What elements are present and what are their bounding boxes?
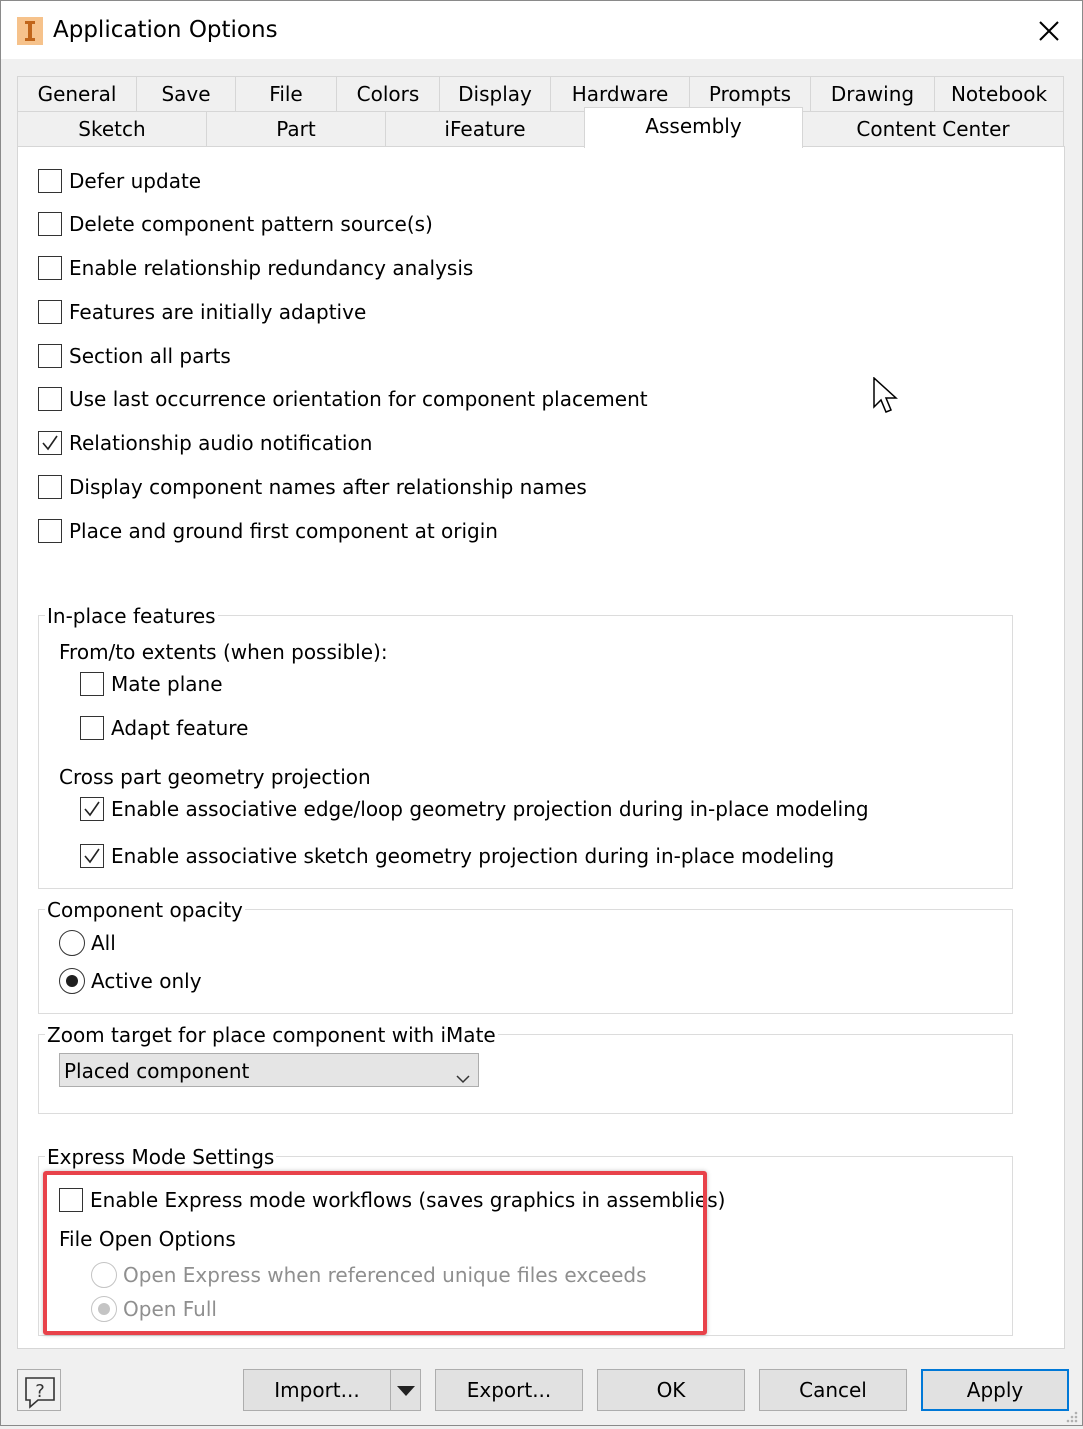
help-button[interactable] (17, 1369, 61, 1411)
option-label: Section all parts (69, 344, 231, 368)
help-icon (18, 1370, 62, 1412)
radio-button-selected[interactable] (59, 968, 85, 994)
checkbox-checked[interactable] (38, 431, 62, 455)
checkbox[interactable] (80, 672, 104, 696)
apply-button[interactable]: Apply (921, 1369, 1069, 1411)
option-adapt-feature[interactable] (80, 714, 248, 742)
radio-button[interactable] (91, 1262, 117, 1288)
svg-text:?: ? (35, 1381, 45, 1402)
extents-label: From/to extents (when possible): (59, 640, 388, 664)
tab-sketch[interactable]: Sketch (17, 111, 207, 147)
radio-button-selected[interactable] (91, 1296, 117, 1322)
checkbox[interactable] (38, 256, 62, 280)
tab-hardware[interactable]: Hardware (550, 76, 690, 112)
checkbox-checked[interactable] (80, 844, 104, 868)
file-open-options-label: File Open Options (59, 1227, 236, 1251)
option-label: Enable Express mode workflows (saves graphics in assemblies) (90, 1188, 726, 1212)
option-label: Enable associative sketch geometry projection during in-place modeling (111, 844, 835, 868)
component-opacity-title: Component opacity (47, 898, 243, 922)
cross-part-label: Cross part geometry projection (59, 765, 371, 789)
option-last-occurrence-orientation[interactable] (38, 385, 648, 413)
tab-prompts[interactable]: Prompts (689, 76, 811, 112)
radio-all[interactable] (59, 929, 116, 957)
option-defer-update[interactable] (38, 167, 201, 195)
checkbox[interactable] (59, 1188, 83, 1212)
checkbox[interactable] (38, 475, 62, 499)
tab-content-center[interactable]: Content Center (802, 111, 1064, 147)
radio-label: Open Express when referenced unique files exceeds (123, 1263, 647, 1287)
checkmark-icon (83, 847, 101, 865)
option-label: Display component names after relationship names (69, 475, 587, 499)
cancel-button[interactable]: Cancel (759, 1369, 907, 1411)
radio-label: Open Full (123, 1297, 217, 1321)
radio-button[interactable] (59, 930, 85, 956)
chevron-down-icon (456, 1065, 470, 1089)
option-place-ground-origin[interactable] (38, 517, 498, 545)
option-mate-plane[interactable] (80, 670, 223, 698)
radio-active-only[interactable] (59, 967, 202, 995)
zoom-target-title: Zoom target for place component with iMate (47, 1023, 496, 1047)
tab-general[interactable]: General (17, 76, 137, 112)
option-relationship-audio[interactable] (38, 429, 372, 457)
checkbox[interactable] (38, 387, 62, 411)
option-label: Enable relationship redundancy analysis (69, 256, 474, 280)
tab-part[interactable]: Part (206, 111, 386, 147)
option-enable-express[interactable] (59, 1186, 725, 1214)
component-opacity-group (38, 909, 1013, 1014)
option-label: Defer update (69, 169, 202, 193)
option-redundancy-analysis[interactable] (38, 254, 473, 282)
checkbox[interactable] (80, 716, 104, 740)
import-button[interactable]: Import... (243, 1369, 391, 1411)
checkmark-icon (41, 434, 59, 452)
radio-label: All (91, 931, 116, 955)
inventor-app-icon (17, 17, 43, 45)
option-edge-loop-projection[interactable] (80, 795, 869, 823)
checkbox[interactable] (38, 169, 62, 193)
option-label: Features are initially adaptive (69, 300, 367, 324)
tab-notebook[interactable]: Notebook (934, 76, 1064, 112)
dropdown-arrow-icon (396, 1384, 416, 1398)
checkbox[interactable] (38, 519, 62, 543)
close-icon[interactable] (1031, 13, 1067, 49)
tab-colors[interactable]: Colors (336, 76, 440, 112)
radio-label: Active only (91, 969, 202, 993)
import-dropdown-button[interactable] (390, 1369, 421, 1411)
zoom-target-dropdown[interactable] (59, 1053, 479, 1087)
tab-ifeature[interactable]: iFeature (385, 111, 585, 147)
radio-open-express[interactable] (91, 1261, 647, 1289)
option-features-adaptive[interactable] (38, 298, 366, 326)
option-sketch-geometry-projection[interactable] (80, 842, 834, 870)
ok-button[interactable]: OK (597, 1369, 745, 1411)
radio-open-full[interactable] (91, 1295, 217, 1323)
tab-save[interactable]: Save (136, 76, 236, 112)
title-bar (1, 1, 1082, 59)
tab-file[interactable]: File (235, 76, 337, 112)
mouse-cursor-icon (873, 377, 899, 420)
export-button[interactable]: Export... (435, 1369, 583, 1411)
option-label: Use last occurrence orientation for component placement (69, 387, 648, 411)
tab-assembly[interactable]: Assembly (584, 107, 803, 148)
checkbox-checked[interactable] (80, 797, 104, 821)
option-label: Delete component pattern source(s) (69, 212, 433, 236)
resize-grip-icon[interactable] (1063, 1405, 1079, 1429)
tab-drawing[interactable]: Drawing (810, 76, 935, 112)
checkbox[interactable] (38, 212, 62, 236)
option-display-component-names[interactable] (38, 473, 587, 501)
checkmark-icon (83, 800, 101, 818)
checkbox[interactable] (38, 344, 62, 368)
option-label: Place and ground first component at origin (69, 519, 498, 543)
inplace-features-title: In-place features (47, 604, 216, 628)
checkbox[interactable] (38, 300, 62, 324)
option-label: Mate plane (111, 672, 223, 696)
option-label: Enable associative edge/loop geometry projection during in-place modeling (111, 797, 869, 821)
option-label: Adapt feature (111, 716, 249, 740)
dropdown-value: Placed component (64, 1059, 250, 1083)
option-delete-pattern-source[interactable] (38, 210, 433, 238)
tab-display[interactable]: Display (439, 76, 551, 112)
window-title: Application Options (53, 17, 278, 43)
express-mode-title: Express Mode Settings (47, 1145, 275, 1169)
option-label: Relationship audio notification (69, 431, 373, 455)
option-section-all-parts[interactable] (38, 342, 231, 370)
